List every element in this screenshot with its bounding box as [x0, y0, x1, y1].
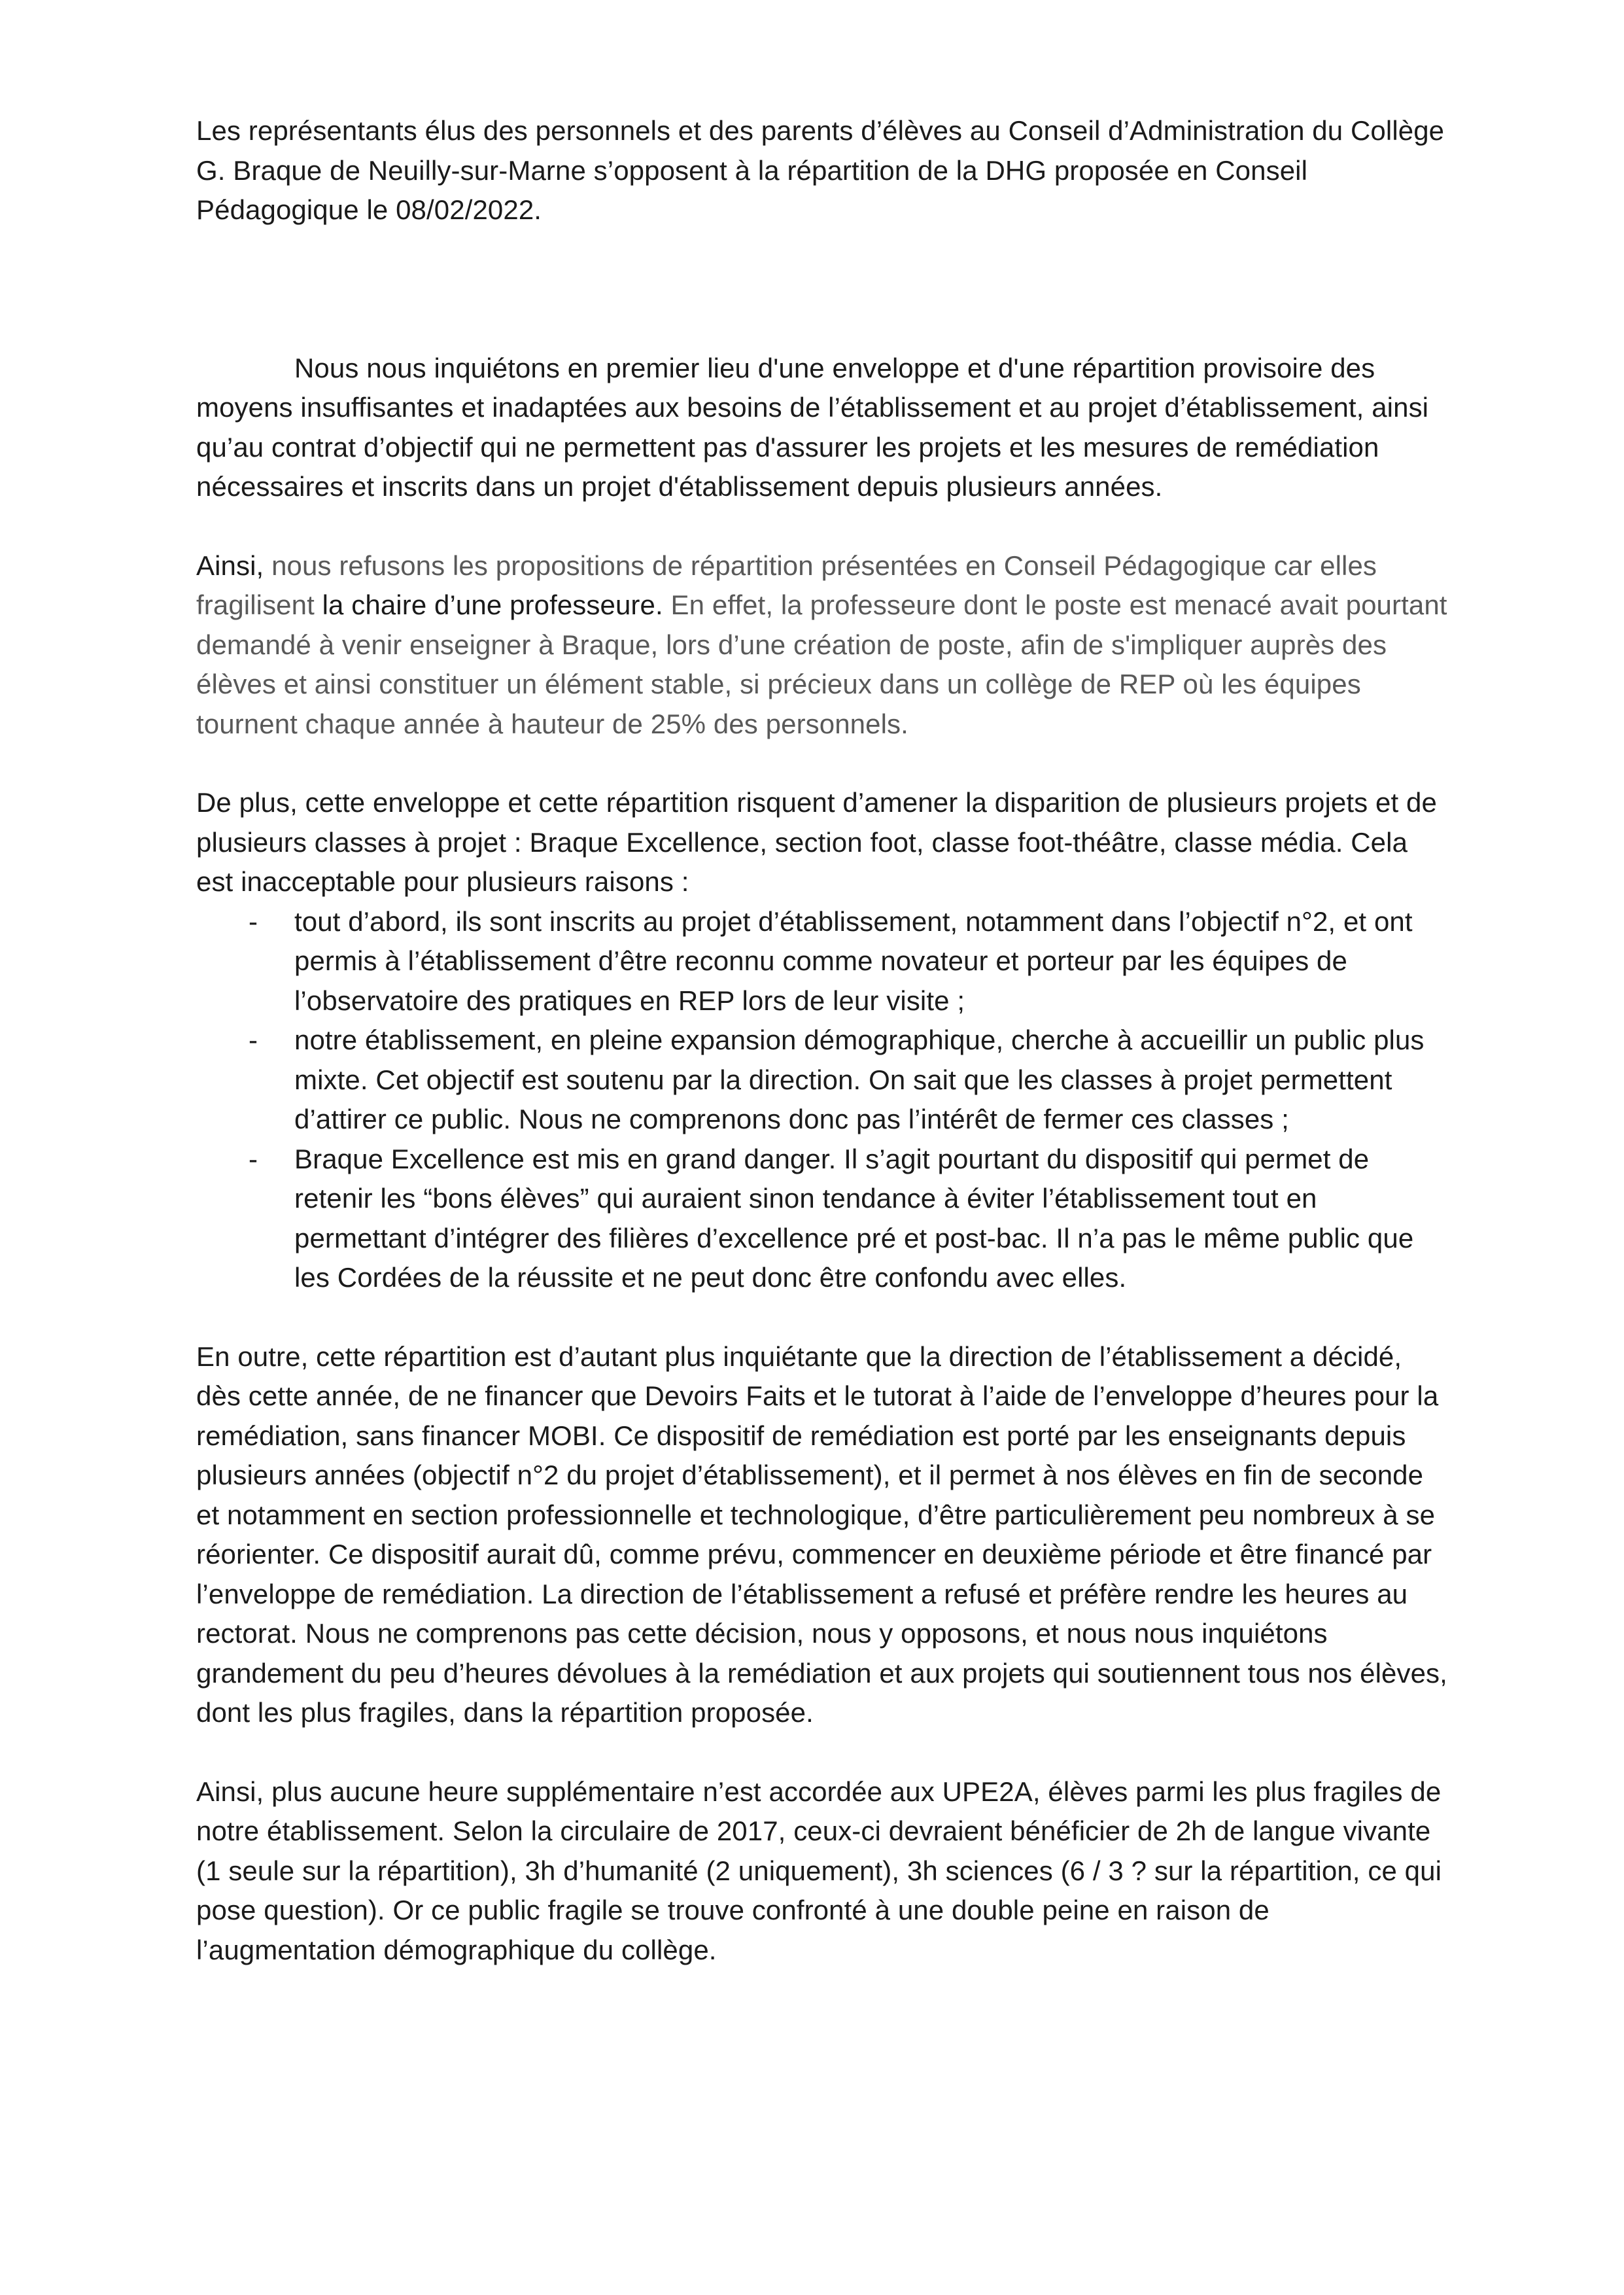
paragraph-refusal-part1: nous refusons les propositions de répartition présentées en Conseil Pédagogique car elles fragilisent: [196, 550, 1377, 620]
paragraph-refusal-lead: Ainsi,: [196, 550, 264, 581]
paragraph-projects: De plus, cette enveloppe et cette répartition risquent d’amener la disparition de plusieurs projets et de plusieurs classes à projet : Braque Excellence, section foot, classe foot-théâtre, classe média. Cela est inacceptable pour plusieurs raisons :: [196, 787, 1437, 897]
list-dash: -: [249, 905, 258, 937]
paragraph-concerns: Nous nous inquiétons en premier lieu d'une enveloppe et d'une répartition provisoire des moyens insuffisantes et inadaptées aux besoins de l’établissement et au projet d’établissement, ainsi qu’au contrat d’objectif qui ne permettent pas d'assurer les projets et les mesures de remédiation nécessaires et inscrits dans un projet d'établissement depuis plusieurs années.: [196, 352, 1429, 502]
list-dash: -: [249, 1143, 258, 1174]
paragraph-refusal-emphasis: la chaire d’une professeure.: [322, 589, 663, 620]
document-body: [196, 111, 1452, 1970]
list-item-text: Braque Excellence est mis en grand danger. Il s’agit pourtant du dispositif qui permet de retenir les “bons élèves” qui auraient sinon tendance à éviter l’établissement tout en permettant d’intégrer des filières d’excellence pré et post-bac. Il n’a pas le même public que les Cordées de la réussite et ne peut donc être confondu avec elles.: [294, 1143, 1414, 1293]
list-item: [196, 1140, 1452, 1298]
paragraph-remediation: En outre, cette répartition est d’autant plus inquiétante que la direction de l’établissement a décidé, dès cette année, de ne financer que Devoirs Faits et le tutorat à l’aide de l’enveloppe d’heures pour la remédiation, sans financer MOBI. Ce dispositif de remédiation est porté par les enseignants depuis plusieurs années (objectif n°2 du projet d’établissement), et il permet à nos élèves en fin de seconde et notamment en section professionnelle et technologique, d’être particulièrement peu nombreux à se réorienter. Ce dispositif aurait dû, comme prévu, commencer en deuxième période et être financé par l’enveloppe de remédiation. La direction de l’établissement a refusé et préfère rendre les heures au rectorat. Nous ne comprenons pas cette décision, nous y opposons, et nous nous inquiétons grandement du peu d’heures dévolues à la remédiation et aux projets qui soutiennent tous nos élèves, dont les plus fragiles, dans la répartition proposée.: [196, 1340, 1447, 1728]
list-dash: -: [249, 1025, 258, 1055]
paragraph-refusal: [196, 546, 1452, 745]
paragraph-upe2a: Ainsi, plus aucune heure supplémentaire n’est accordée aux UPE2A, élèves parmi les plus fragiles de notre établissement. Selon la circulaire de 2017, ceux-ci devraient bénéficier de 2h de langue vivante (1 seule sur la répartition), 3h d’humanité (2 uniquement), 3h sciences (6 / 3 ? sur la répartition, ce qui pose question). Or ce public fragile se trouve confronté à une double peine en raison de l’augmentation démographique du collège.: [196, 1776, 1442, 1965]
paragraph-refusal-part2: En effet, la professeure dont le poste est menacé avait pourtant demandé à venir enseigner à Braque, lors d’une création de poste, afin de s'impliquer auprès des élèves et ainsi constituer un élément stable, si précieux dans un collège de REP où les équipes tournent chaque année à hauteur de 25% des personnels.: [196, 589, 1447, 739]
list-item-text: notre établissement, en pleine expansion démographique, cherche à accueillir un public plus mixte. Cet objectif est soutenu par la direction. On sait que les classes à projet permettent d’attirer ce public. Nous ne comprenons donc pas l’intérêt de fermer ces classes ;: [294, 1025, 1425, 1134]
intro-paragraph: Les représentants élus des personnels et des parents d’élèves au Conseil d’Administration du Collège G. Braque de Neuilly-sur-Marne s’opposent à la répartition de la DHG proposée en Conseil Pédagogique le 08/02/2022.: [196, 115, 1445, 225]
reasons-list: [196, 902, 1452, 1298]
list-item-text: tout d’abord, ils sont inscrits au projet d’établissement, notamment dans l’objectif n°2, et ont permis à l’établissement d’être reconnu comme novateur et porteur par les équipes de l’observatoire des pratiques en REP lors de leur visite ;: [294, 905, 1413, 1016]
list-item: [196, 1021, 1452, 1140]
list-item: [196, 902, 1452, 1021]
